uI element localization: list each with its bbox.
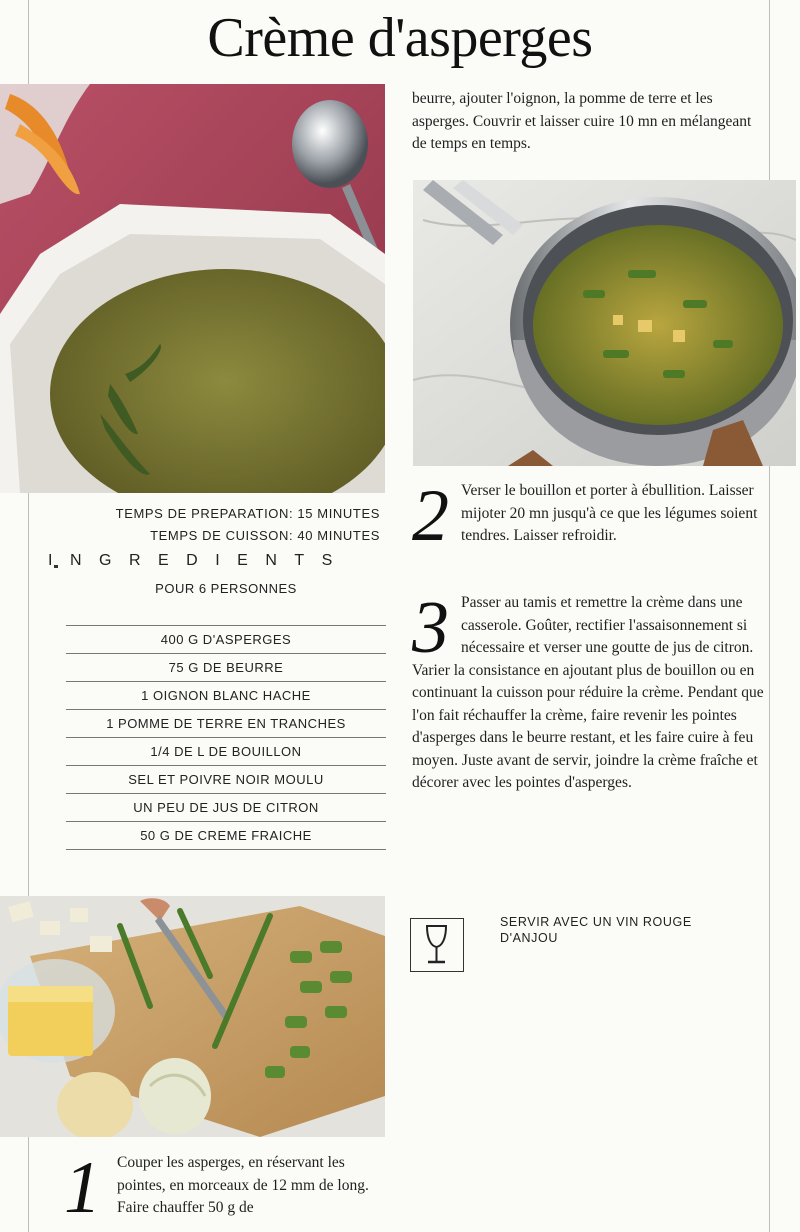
step-number: 3 [412,587,449,669]
step-1 [64,1147,384,1229]
list-item: 75 G DE BEURRE [66,654,386,682]
step-text: Passer au tamis et remettre la crème dans une casserole. Goûter, rectifier l'assaisonnement si nécessaire et verser une goutte de jus de citron. Varier la consistance en ajoutant plus de bouillon ou en continuant la cuisson pour réduire la crème. Pendant que l'on fait réchauffer la crème, faire revenir les pointes d'asperges dans le beurre restant, et les faire cuire à feu moyen. Juste avant de servir, joindre la crème fraîche et décorer avec les pointes d'asperges. [412,594,764,791]
list-item: SEL ET POIVRE NOIR MOULU [66,766,386,794]
preparation-time: TEMPS DE PREPARATION: 15 MINUTES [115,506,380,521]
list-item: 1 POMME DE TERRE EN TRANCHES [66,710,386,738]
servings: POUR 6 PERSONNES [155,581,297,596]
recipe-title: Crème d'asperges [207,7,593,69]
step-1-continuation: beurre, ajouter l'oignon, la pomme de terre et les asperges. Couvrir et laisser cuire 10 mn en mélangeant de temps en temps. [412,90,752,152]
step-3 [412,587,764,795]
step-number: 1 [64,1147,101,1229]
list-item: 400 G D'ASPERGES [66,626,386,654]
chopping-asparagus-photo [0,896,385,1137]
cooking-time: TEMPS DE CUISSON: 40 MINUTES [150,528,380,543]
ingredients-list [66,625,386,850]
step-text: Couper les asperges, en réservant les pointes, en morceaux de 12 mm de long. Faire chauffer 50 g de [117,1154,369,1216]
list-item: 1/4 DE L DE BOUILLON [66,738,386,766]
soup-bowl-photo [0,84,385,493]
step-text: Verser le bouillon et porter à ébullition. Laisser mijoter 20 mn jusqu'à ce que les légumes soient tendres. Laisser refroidir. [461,482,758,544]
step-number: 2 [412,475,449,557]
cooking-times [40,503,380,547]
list-item: UN PEU DE JUS DE CITRON [66,794,386,822]
list-item: 50 G DE CREME FRAICHE [66,822,386,850]
wine-suggestion: SERVIR AVEC UN VIN ROUGE D'ANJOU [500,915,692,945]
list-item: 1 OIGNON BLANC HACHE [66,682,386,710]
ingredients-heading: INGREDIENTS [48,552,350,569]
wine-glass-icon [410,918,464,972]
saucepan-photo [413,180,796,466]
step-2 [412,475,764,557]
